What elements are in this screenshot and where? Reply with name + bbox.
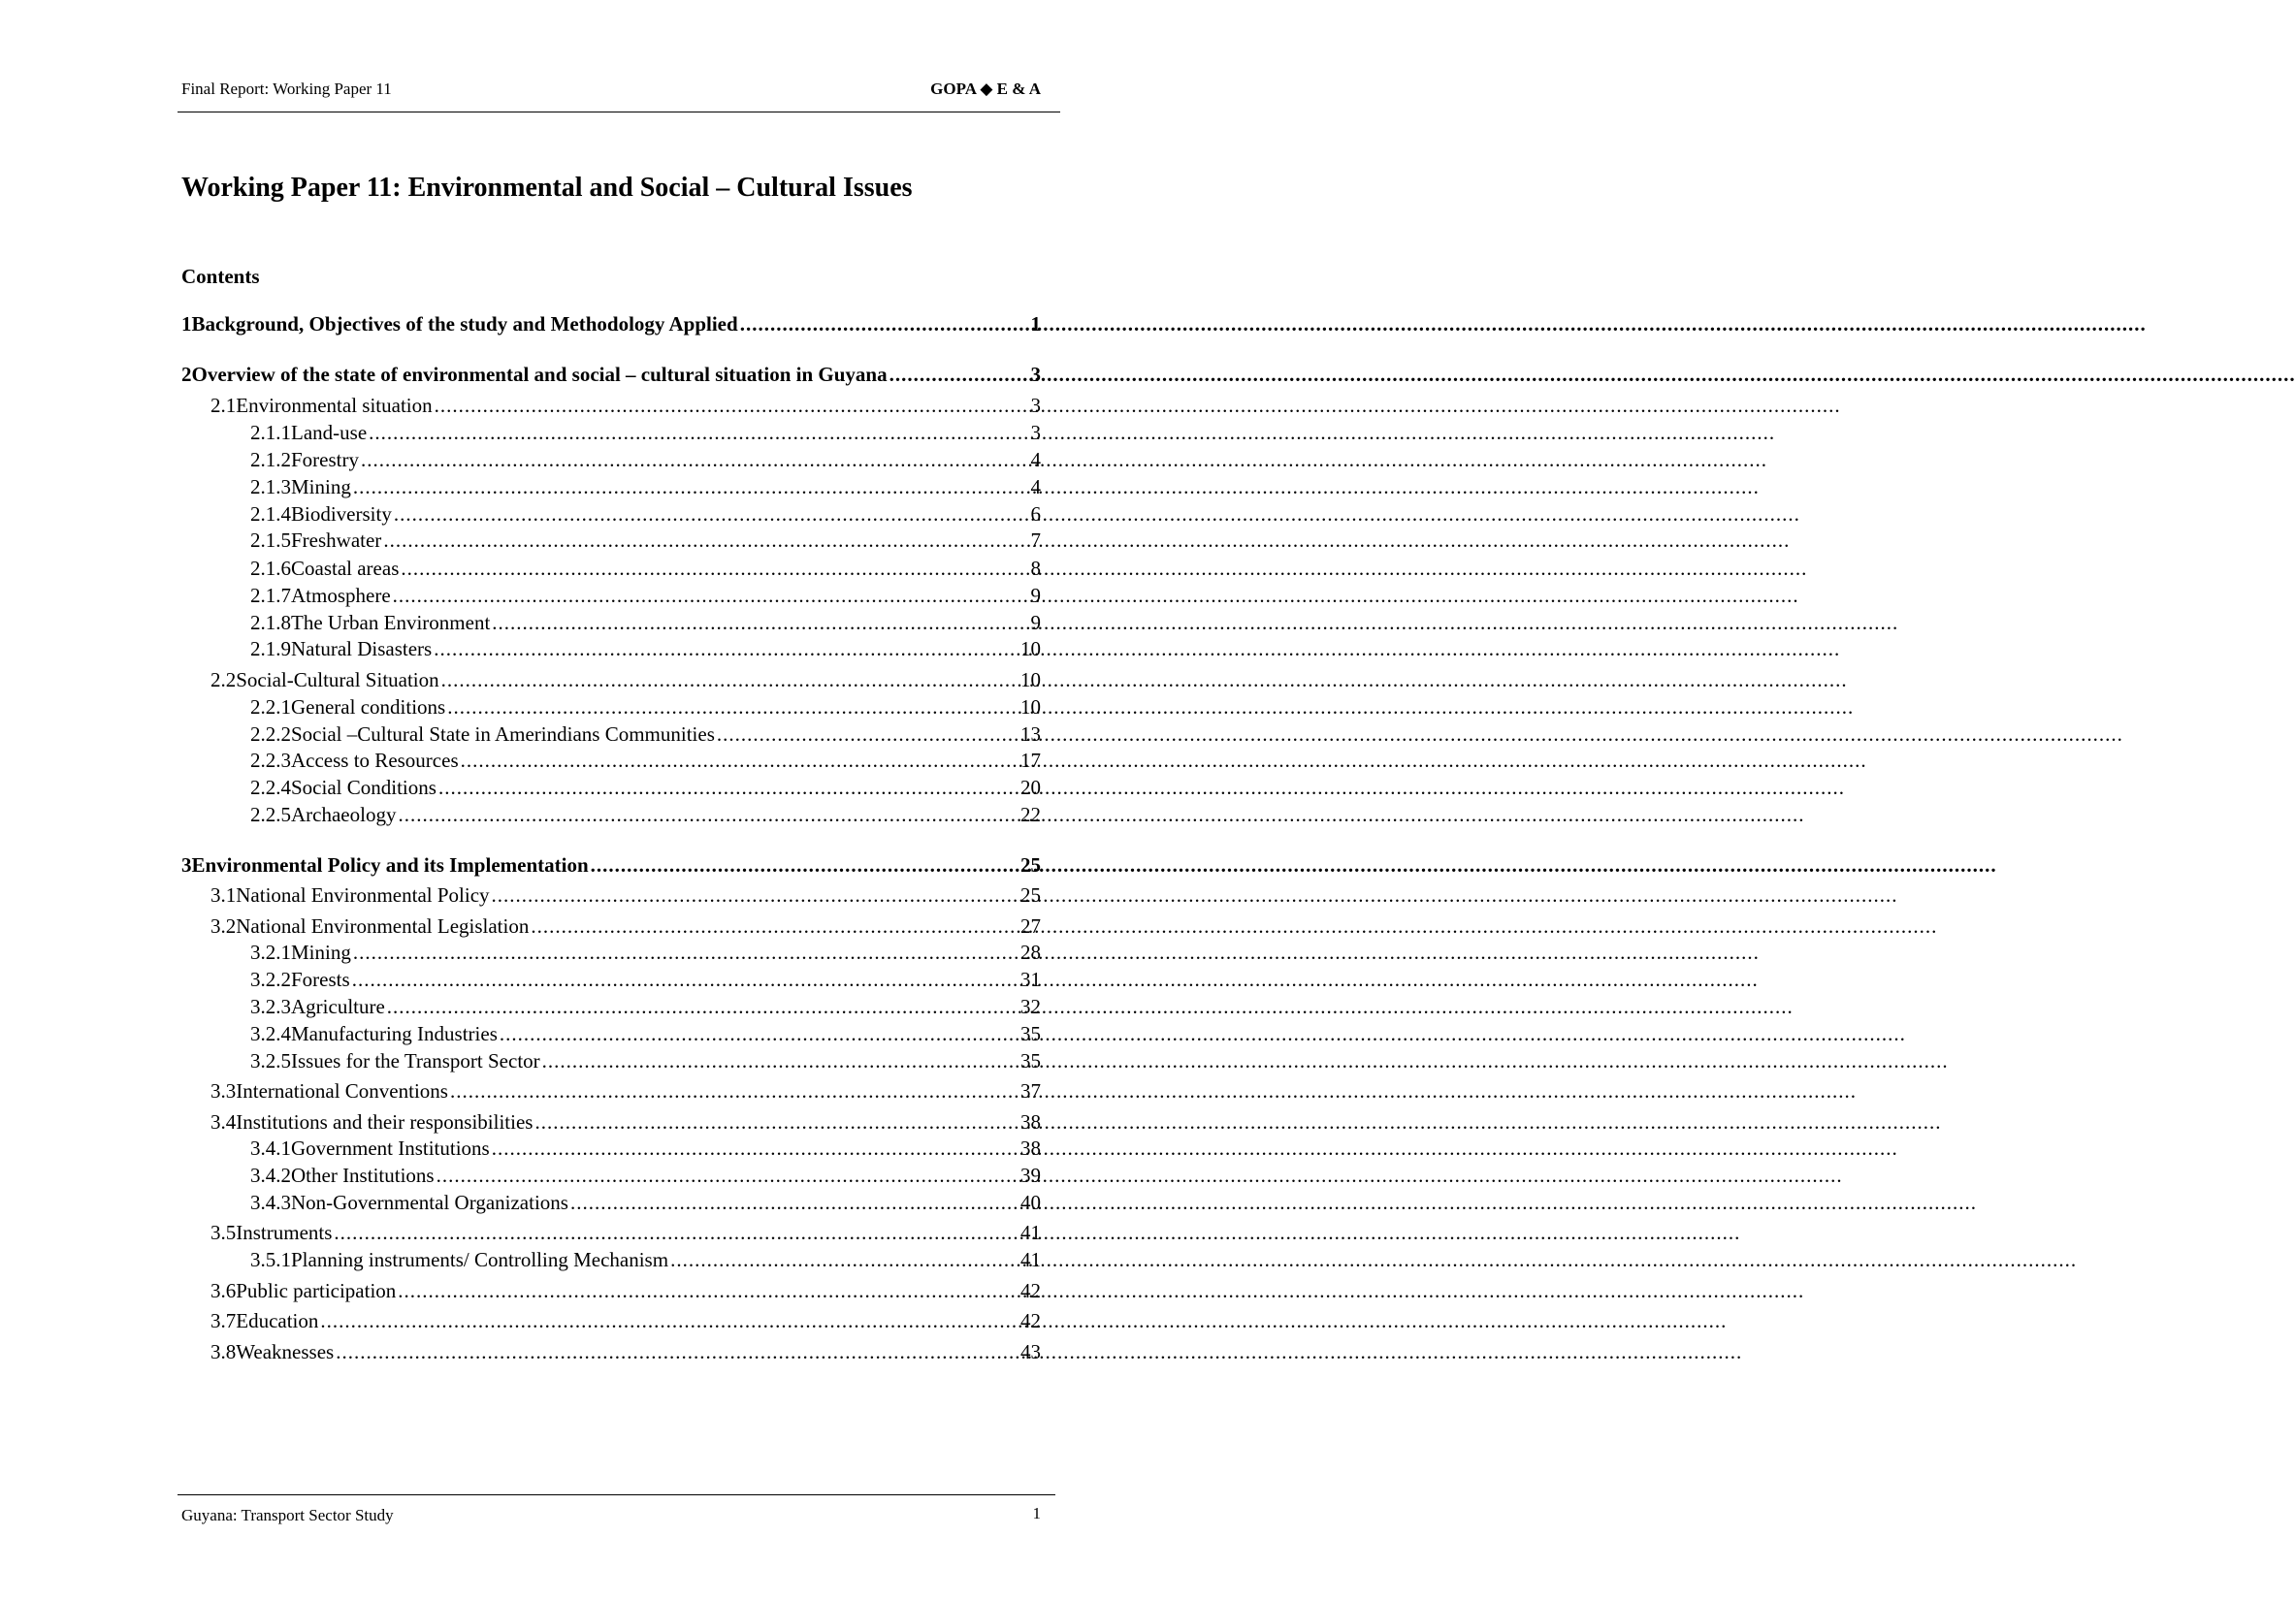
toc-number: 2.1 — [210, 394, 237, 417]
toc-number: 3.5 — [210, 1221, 237, 1244]
toc-leader — [459, 749, 1020, 773]
toc-number: 2.1.4 — [250, 502, 291, 526]
toc-number: 3.4.1 — [250, 1137, 291, 1160]
toc-leader — [350, 968, 1020, 992]
toc-label: Biodiversity — [291, 502, 392, 526]
toc-label: Instruments — [236, 1221, 333, 1244]
toc-page: 17 — [1020, 749, 1041, 772]
toc-entry[interactable] — [210, 883, 1041, 908]
toc-page: 9 — [1030, 611, 1041, 634]
page-title: Working Paper 11: Environmental and Social – Cultural Issues — [181, 173, 913, 203]
toc-label: Land-use — [291, 421, 368, 444]
toc-page: 43 — [1020, 1340, 1041, 1363]
toc-entry[interactable] — [250, 475, 1041, 499]
toc-entry[interactable] — [250, 557, 1041, 581]
toc-page: 9 — [1030, 584, 1041, 607]
toc-entry[interactable] — [210, 668, 1041, 692]
toc-page: 38 — [1020, 1110, 1041, 1134]
toc-page: 25 — [1020, 883, 1041, 907]
toc-page: 3 — [1030, 363, 1041, 386]
toc-leader — [318, 1309, 1020, 1333]
toc-entry[interactable] — [250, 502, 1041, 527]
toc-entry[interactable] — [250, 1049, 1041, 1073]
toc-leader — [490, 883, 1020, 908]
toc-page: 4 — [1030, 448, 1041, 471]
toc-leader — [715, 722, 1020, 747]
toc-leader — [498, 1022, 1020, 1046]
toc-number: 3.3 — [210, 1079, 237, 1103]
toc-entry[interactable] — [250, 528, 1041, 553]
toc-label: Natural Disasters — [291, 637, 433, 660]
toc-number: 3.8 — [210, 1340, 237, 1363]
toc-number: 2.1.2 — [250, 448, 291, 471]
toc-number: 3.2.1 — [250, 941, 291, 964]
toc-label: Background, Objectives of the study and Methodology Applied — [191, 312, 738, 336]
toc-page: 42 — [1020, 1309, 1041, 1332]
toc-leader — [396, 1279, 1020, 1303]
toc-entry[interactable] — [181, 853, 1041, 878]
toc-page: 22 — [1020, 803, 1041, 826]
toc-label: International Conventions — [236, 1079, 448, 1103]
toc-number: 3.5.1 — [250, 1248, 291, 1271]
toc-leader — [399, 557, 1030, 581]
toc-label: General conditions — [291, 695, 446, 719]
toc-entry[interactable] — [210, 1221, 1041, 1245]
toc-page: 10 — [1020, 668, 1041, 691]
toc-leader — [392, 502, 1031, 527]
toc-page: 3 — [1030, 421, 1041, 444]
toc-page: 39 — [1020, 1164, 1041, 1187]
toc-leader — [381, 528, 1030, 553]
toc-number: 2.2.1 — [250, 695, 291, 719]
toc-number: 2.1.6 — [250, 557, 291, 580]
toc-number: 3.2.2 — [250, 968, 291, 991]
toc-leader — [540, 1049, 1020, 1073]
toc-page: 41 — [1020, 1221, 1041, 1244]
toc-leader — [490, 1137, 1020, 1161]
toc-leader — [432, 637, 1020, 661]
toc-number: 3.2.4 — [250, 1022, 291, 1045]
toc-label: Education — [236, 1309, 319, 1332]
toc-entry[interactable] — [250, 637, 1041, 661]
toc-label: National Environmental Policy — [236, 883, 490, 907]
toc-entry[interactable] — [250, 1164, 1041, 1188]
toc-entry[interactable] — [210, 1309, 1041, 1333]
toc-page: 32 — [1020, 995, 1041, 1018]
toc-page: 38 — [1020, 1137, 1041, 1160]
toc-number: 3.4 — [210, 1110, 237, 1134]
toc-leader — [445, 695, 1020, 720]
toc-label: Environmental Policy and its Implementation — [191, 853, 589, 877]
toc-leader — [396, 803, 1020, 827]
toc-number: 2.2.2 — [250, 722, 291, 746]
contents-heading: Contents — [181, 265, 260, 288]
toc-number: 2.1.9 — [250, 637, 291, 660]
toc-entry[interactable] — [181, 312, 1041, 336]
toc-number: 2.1.8 — [250, 611, 291, 634]
toc-page: 3 — [1030, 394, 1041, 417]
toc-label: Social –Cultural State in Amerindians Communities — [291, 722, 715, 746]
toc-entry[interactable] — [250, 584, 1041, 608]
toc-number: 3.7 — [210, 1309, 237, 1332]
toc-label: Manufacturing Industries — [291, 1022, 498, 1045]
toc-page: 40 — [1020, 1191, 1041, 1214]
toc-page: 35 — [1020, 1022, 1041, 1045]
toc-page: 7 — [1030, 528, 1041, 552]
toc-label: Agriculture — [291, 995, 385, 1018]
toc-page: 10 — [1020, 695, 1041, 719]
toc-label: Issues for the Transport Sector — [291, 1049, 540, 1073]
toc-number: 2.2.3 — [250, 749, 291, 772]
toc-number: 3.2.3 — [250, 995, 291, 1018]
toc-label: Government Institutions — [291, 1137, 490, 1160]
toc-leader — [668, 1248, 1020, 1272]
toc-leader — [334, 1340, 1020, 1364]
toc-leader — [435, 1164, 1020, 1188]
toc-label: Atmosphere — [291, 584, 391, 607]
toc-entry[interactable] — [250, 941, 1041, 965]
toc-entry[interactable] — [210, 1110, 1041, 1135]
toc-number: 3.2 — [210, 914, 237, 938]
toc-label: Institutions and their responsibilities — [236, 1110, 534, 1134]
toc-label: Social Conditions — [291, 776, 437, 799]
toc-leader — [888, 363, 1031, 387]
toc-number: 2 — [181, 363, 192, 386]
toc-entry[interactable] — [250, 1022, 1041, 1046]
page-number: 1 — [1032, 1504, 1041, 1522]
toc-number: 3.2.5 — [250, 1049, 291, 1073]
toc-entry[interactable] — [250, 749, 1041, 773]
toc-label: Mining — [291, 475, 351, 498]
toc-entry[interactable] — [250, 611, 1041, 635]
toc-number: 2.2.4 — [250, 776, 291, 799]
toc-label: Other Institutions — [291, 1164, 435, 1187]
toc-leader — [351, 475, 1031, 499]
toc-leader — [529, 914, 1020, 939]
toc-entry[interactable] — [250, 776, 1041, 800]
toc-leader — [490, 611, 1030, 635]
toc-entry[interactable] — [210, 1079, 1041, 1104]
toc-page: 6 — [1030, 502, 1041, 526]
toc-label: Social-Cultural Situation — [236, 668, 439, 691]
toc-label: Forests — [291, 968, 350, 991]
toc-entry[interactable] — [210, 394, 1041, 418]
toc-page: 4 — [1030, 475, 1041, 498]
toc-page: 37 — [1020, 1079, 1041, 1103]
toc-leader — [385, 995, 1020, 1019]
toc-label: Weaknesses — [236, 1340, 335, 1363]
toc-number: 2.1.5 — [250, 528, 291, 552]
toc-page: 42 — [1020, 1279, 1041, 1302]
toc-number: 3.6 — [210, 1279, 237, 1302]
toc-label: Access to Resources — [291, 749, 459, 772]
toc-leader — [433, 394, 1031, 418]
toc-entry[interactable] — [250, 1248, 1041, 1272]
toc-number: 2.1.3 — [250, 475, 291, 498]
toc-number: 3.4.2 — [250, 1164, 291, 1187]
toc-number: 3.4.3 — [250, 1191, 291, 1214]
toc-entry[interactable] — [250, 695, 1041, 720]
toc-page: 10 — [1020, 637, 1041, 660]
toc-page: 1 — [1030, 312, 1041, 336]
toc-number: 2.1.1 — [250, 421, 291, 444]
toc-leader — [448, 1079, 1020, 1104]
toc-entry[interactable] — [210, 1340, 1041, 1364]
toc-entry[interactable] — [250, 448, 1041, 472]
toc-page: 20 — [1020, 776, 1041, 799]
toc-page: 13 — [1020, 722, 1041, 746]
toc-entry[interactable] — [250, 995, 1041, 1019]
toc-label: Public participation — [236, 1279, 397, 1302]
toc-label: Forestry — [291, 448, 359, 471]
toc-page: 31 — [1020, 968, 1041, 991]
toc-label: Overview of the state of environmental and social – cultural situation in Guyana — [191, 363, 888, 386]
toc-leader — [533, 1110, 1020, 1135]
toc-leader — [391, 584, 1031, 608]
toc-number: 2.2 — [210, 668, 237, 691]
toc-leader — [738, 312, 1031, 336]
toc-leader — [437, 776, 1020, 800]
toc-entry[interactable] — [250, 421, 1041, 445]
toc-label: Non-Governmental Organizations — [291, 1191, 568, 1214]
toc-leader — [589, 853, 1020, 878]
toc-entry[interactable] — [250, 1137, 1041, 1161]
toc-leader — [568, 1191, 1020, 1215]
toc-entry[interactable] — [250, 722, 1041, 747]
toc-leader — [332, 1221, 1020, 1245]
running-header-right: GOPA ◆ E & A — [930, 80, 1041, 98]
toc-number: 3.1 — [210, 883, 237, 907]
footer-rule — [178, 1494, 1055, 1495]
toc-number: 2.2.5 — [250, 803, 291, 826]
toc-label: Planning instruments/ Controlling Mechanism — [291, 1248, 669, 1271]
toc-label: Freshwater — [291, 528, 382, 552]
toc-entry[interactable] — [250, 968, 1041, 992]
toc-entry[interactable] — [181, 363, 1041, 387]
toc-page: 27 — [1020, 914, 1041, 938]
toc-page: 8 — [1030, 557, 1041, 580]
toc-label: Coastal areas — [291, 557, 400, 580]
toc-number: 1 — [181, 312, 192, 336]
toc-entry[interactable] — [210, 1279, 1041, 1303]
toc-leader — [351, 941, 1020, 965]
running-header-left: Final Report: Working Paper 11 — [181, 80, 392, 98]
toc-label: Environmental situation — [236, 394, 433, 417]
toc-leader — [367, 421, 1030, 445]
toc-number: 3 — [181, 853, 192, 877]
running-footer-left: Guyana: Transport Sector Study — [181, 1506, 394, 1524]
toc-entry[interactable] — [250, 803, 1041, 827]
toc-number: 2.1.7 — [250, 584, 291, 607]
toc-label: Archaeology — [291, 803, 397, 826]
toc-entry[interactable] — [250, 1191, 1041, 1215]
toc-page: 28 — [1020, 941, 1041, 964]
toc-label: The Urban Environment — [291, 611, 491, 634]
toc-label: Mining — [291, 941, 351, 964]
toc-label: National Environmental Legislation — [236, 914, 530, 938]
toc-leader — [439, 668, 1020, 692]
toc-page: 35 — [1020, 1049, 1041, 1073]
toc-page: 41 — [1020, 1248, 1041, 1271]
toc-entry[interactable] — [210, 914, 1041, 939]
toc-leader — [359, 448, 1031, 472]
toc-page: 25 — [1020, 853, 1041, 877]
